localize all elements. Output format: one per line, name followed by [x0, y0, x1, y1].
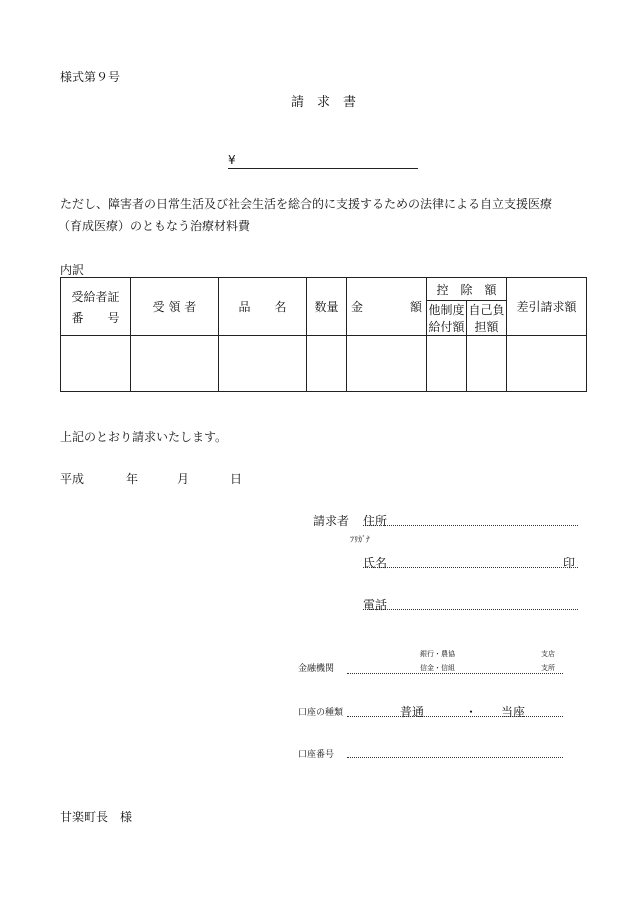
cell-net-claim[interactable] — [507, 336, 587, 392]
claim-statement: 上記のとおり請求いたします。 — [60, 430, 228, 444]
name-field[interactable] — [363, 554, 578, 568]
cell-quantity[interactable] — [307, 336, 347, 392]
document-title: 請 求 書 — [291, 95, 357, 110]
header-deduction: 控 除 額 — [427, 278, 507, 301]
account-type-field[interactable] — [347, 703, 563, 717]
account-number-field[interactable] — [347, 745, 563, 758]
addressee: 甘楽町長 様 — [60, 810, 133, 824]
description-line-2: （育成医療）のともなう治療材料費 — [58, 219, 251, 233]
cell-deduction-other-benefit[interactable] — [427, 336, 467, 392]
table-row — [61, 336, 587, 392]
breakdown-label: 内訳 — [60, 263, 85, 277]
header-quantity: 数量 — [307, 278, 347, 336]
amount-field[interactable] — [228, 153, 418, 169]
address-field[interactable] — [363, 512, 578, 526]
cell-item-name[interactable] — [219, 336, 307, 392]
date-month-label: 月 — [177, 472, 190, 486]
cell-recipient-number[interactable] — [61, 336, 131, 392]
header-amount-char2: 額 — [409, 300, 422, 314]
cell-amount[interactable] — [347, 336, 427, 392]
phone-label: 電話 — [363, 598, 388, 612]
header-deduction-other-benefit: 他制度給付額 — [427, 301, 467, 336]
date-day-label: 日 — [230, 472, 243, 486]
branch-line-2: 支所 — [541, 664, 555, 672]
seal-label: 印 — [562, 556, 575, 570]
header-recipient: 受 領 者 — [131, 278, 219, 336]
header-recipient-number-line1: 受給者証 — [71, 289, 120, 304]
phone-field[interactable] — [363, 596, 578, 610]
name-label: 氏名 — [363, 556, 388, 570]
header-amount-char1: 金 — [351, 300, 364, 314]
institution-label: 金融機関 — [298, 664, 335, 674]
header-recipient-number — [61, 278, 131, 336]
branch-line-1: 支店 — [541, 650, 555, 658]
date-year-label: 年 — [126, 472, 139, 486]
header-item-name: 品 名 — [219, 278, 307, 336]
address-label: 住所 — [363, 514, 388, 528]
breakdown-table — [60, 277, 587, 392]
claimant-label: 請求者 — [313, 514, 350, 528]
account-number-label: 口座番号 — [298, 750, 335, 760]
furigana-label: ﾌﾘｶﾞﾅ — [350, 535, 370, 544]
account-type-ordinary[interactable]: 普通 — [400, 705, 425, 719]
header-recipient-number-line2: 番 号 — [71, 310, 120, 325]
form-number: 様式第９号 — [60, 70, 121, 84]
bank-type-line-2: 信金・信組 — [420, 664, 455, 672]
description-line-1: ただし、障害者の日常生活及び社会生活を総合的に支援するための法律による自立支援医療 — [60, 197, 553, 211]
header-deduction-self-pay: 自己負担額 — [467, 301, 507, 336]
account-type-separator: ・ — [465, 705, 478, 719]
cell-deduction-self-pay[interactable] — [467, 336, 507, 392]
header-amount — [347, 278, 427, 336]
institution-field[interactable] — [347, 661, 563, 674]
account-type-label: 口座の種類 — [298, 708, 344, 718]
cell-recipient[interactable] — [131, 336, 219, 392]
yen-sign: ¥ — [228, 153, 236, 167]
header-net-claim: 差引請求額 — [507, 278, 587, 336]
bank-type-line-1: 銀行・農協 — [420, 650, 455, 658]
account-type-current[interactable]: 当座 — [501, 705, 526, 719]
date-era: 平成 — [60, 472, 85, 486]
